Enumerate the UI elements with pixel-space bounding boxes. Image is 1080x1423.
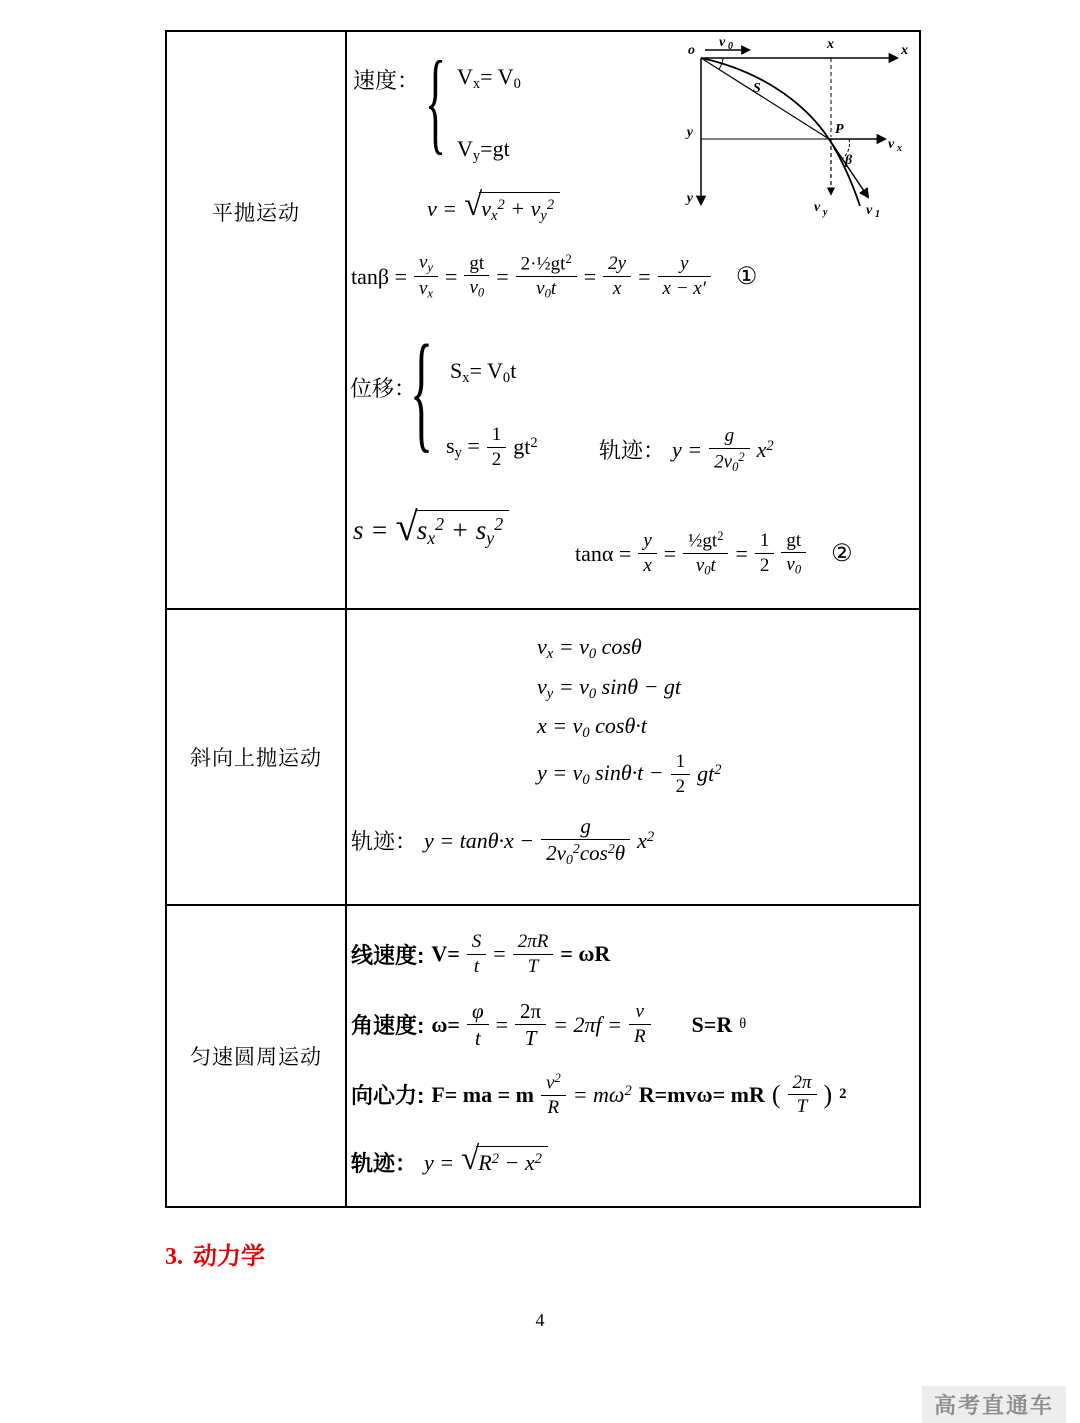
x-squared: $x^2$ bbox=[637, 827, 655, 853]
square-root bbox=[395, 504, 509, 551]
trajectory-lhs: y = tanθ·x − bbox=[424, 827, 535, 853]
numerator: 2y bbox=[603, 253, 631, 277]
denominator: R bbox=[547, 1097, 560, 1119]
watermark: 高考直通车 bbox=[922, 1386, 1066, 1423]
fraction-2piR-T bbox=[513, 931, 554, 978]
equals-sign: = bbox=[638, 263, 651, 289]
denominator: x bbox=[612, 278, 622, 300]
numerator: gt bbox=[464, 253, 489, 277]
equals-sign: = bbox=[444, 263, 458, 289]
numerator: 1 bbox=[755, 530, 775, 554]
denominator: $v_x$ bbox=[418, 278, 433, 301]
equals-sign: = bbox=[493, 941, 506, 967]
section-number: 3. bbox=[165, 1244, 183, 1270]
centripetal-force-line bbox=[351, 1071, 846, 1119]
numerator: 1 bbox=[487, 424, 507, 448]
velocity-group bbox=[353, 38, 593, 183]
denominator: 2 bbox=[491, 448, 502, 470]
trajectory-label: 轨迹： bbox=[599, 438, 666, 464]
vx-label: v bbox=[888, 137, 895, 152]
square-root bbox=[464, 187, 560, 225]
denominator: t bbox=[474, 1026, 481, 1051]
trajectory-label: 轨迹： bbox=[351, 1151, 418, 1176]
denominator: R bbox=[633, 1026, 646, 1048]
linear-velocity-line bbox=[351, 931, 610, 978]
open-paren: ( bbox=[771, 1079, 781, 1109]
sx-formula: $S_x= V_0t$ bbox=[450, 358, 517, 387]
denominator: 2 bbox=[759, 555, 770, 577]
tan-beta-chain bbox=[351, 252, 757, 301]
denominator: $v_0t$ bbox=[695, 555, 716, 578]
y-axis-label: y bbox=[686, 191, 693, 206]
fraction-vy-vx bbox=[414, 252, 438, 301]
trajectory-label: 轨迹： bbox=[351, 829, 418, 855]
radicand: $v_x^2 + v_y^2$ bbox=[479, 192, 560, 225]
row-content-oblique bbox=[347, 610, 919, 904]
trajectory-lhs: y = bbox=[424, 1149, 455, 1175]
table-row-oblique bbox=[167, 610, 919, 906]
vy-formula: $V_y=gt$ bbox=[457, 136, 510, 165]
omega-equals: ω= bbox=[431, 1011, 460, 1037]
denominator: $v_0$ bbox=[786, 554, 802, 577]
equals-sign: = bbox=[735, 540, 748, 566]
close-paren: ) bbox=[823, 1079, 833, 1109]
numerator: $2\cdot\frac{1}{2}gt^2$ bbox=[516, 252, 577, 277]
y-mid-label: y bbox=[686, 125, 693, 140]
formula-table bbox=[165, 30, 921, 1208]
tan-alpha-chain bbox=[575, 529, 853, 578]
numerator: 2π bbox=[515, 999, 546, 1025]
numerator: gt bbox=[781, 530, 806, 554]
theta-superscript: θ bbox=[739, 1016, 747, 1033]
numerator: $\frac{1}{2}gt^2$ bbox=[683, 529, 728, 554]
vx-subscript: x bbox=[897, 143, 902, 154]
beta-label: β bbox=[845, 153, 853, 168]
2pif-equals: = 2πf = bbox=[553, 1011, 622, 1037]
v1-subscript: 1 bbox=[875, 209, 880, 220]
equals-sign: = bbox=[583, 263, 597, 289]
fraction-2y-x bbox=[603, 253, 631, 300]
denominator: 2 bbox=[675, 775, 686, 797]
circled-one: ① bbox=[735, 264, 758, 291]
gt-squared: $gt^2$ bbox=[513, 434, 538, 460]
denominator: $2v_0^2\cos^2\theta$ bbox=[546, 841, 626, 868]
vy-equation: $v_y = v_0$ sinθ − gt bbox=[537, 673, 682, 702]
v0-subscript: 0 bbox=[728, 41, 733, 52]
vx-formula: $V_x= V_0$ bbox=[457, 64, 521, 93]
origin-label: o bbox=[688, 43, 695, 58]
fraction-gt-v0 bbox=[781, 530, 806, 578]
page-number: 4 bbox=[535, 1310, 545, 1330]
square-root bbox=[461, 1141, 548, 1179]
denominator: x bbox=[643, 555, 652, 577]
trajectory-formula-2 bbox=[351, 814, 654, 868]
numerator: $v^2$ bbox=[541, 1071, 566, 1096]
x-axis-label: x bbox=[901, 43, 908, 58]
row-label-circular: 匀速圆周运动 bbox=[167, 906, 347, 1206]
fraction-2pi-T bbox=[788, 1072, 817, 1119]
fraction-y-xxprime bbox=[658, 253, 711, 300]
vy-label: v bbox=[814, 200, 821, 215]
radical-sign: √ bbox=[395, 504, 418, 549]
trajectory-lhs: y = bbox=[672, 436, 703, 462]
row-label-oblique: 斜向上抛运动 bbox=[167, 610, 347, 904]
numerator: φ bbox=[467, 999, 489, 1025]
fraction-one-half bbox=[755, 530, 775, 577]
projectile-diagram bbox=[661, 36, 913, 226]
fraction-y-x bbox=[638, 530, 656, 577]
numerator: g bbox=[541, 814, 630, 840]
table-row-projectile bbox=[167, 32, 919, 610]
linear-velocity-label: 线速度: bbox=[351, 942, 425, 968]
row-label-projectile: 平抛运动 bbox=[167, 32, 347, 608]
numerator: y bbox=[638, 530, 656, 554]
y-equation bbox=[537, 751, 721, 798]
velocity-label: 速度： bbox=[353, 68, 420, 93]
radicand: $R^2 - x^2$ bbox=[476, 1146, 548, 1176]
numerator: v bbox=[629, 1001, 651, 1025]
equals-sign: = bbox=[663, 540, 677, 566]
denominator: x − x′ bbox=[662, 278, 706, 300]
equals-sign: = bbox=[496, 263, 509, 289]
x-equation: $x = v_0$ cosθ·t bbox=[537, 713, 647, 742]
numerator: y bbox=[658, 253, 711, 277]
fraction-g-2v02 bbox=[709, 425, 749, 474]
numerator: 1 bbox=[671, 751, 691, 775]
centripetal-force-label: 向心力: bbox=[351, 1083, 425, 1109]
chord-s-label: S bbox=[753, 81, 761, 96]
angular-velocity-line bbox=[351, 999, 746, 1050]
numerator: 2πR bbox=[513, 931, 554, 955]
section-heading bbox=[165, 1236, 265, 1271]
gt-squared: $gt^2$ bbox=[697, 761, 722, 787]
numerator: $v_y$ bbox=[414, 252, 438, 277]
f-ma-m: F= ma = m bbox=[431, 1081, 534, 1107]
s-equals: s = bbox=[353, 514, 389, 545]
row-content-circular bbox=[347, 906, 919, 1206]
x-top-label: x bbox=[827, 37, 834, 52]
point-p-label: P bbox=[835, 122, 844, 137]
fraction-halfgt2-v0t bbox=[683, 529, 728, 578]
sy-formula bbox=[446, 424, 538, 471]
x-squared: $x^2$ bbox=[756, 436, 774, 462]
denominator: t bbox=[473, 955, 480, 977]
radicand: $s_x^2 + s_y^2$ bbox=[415, 510, 509, 549]
oblique-equations bbox=[537, 632, 721, 805]
radical-sign: √ bbox=[464, 187, 483, 223]
m-omega-squared: = $m\omega^2$ bbox=[572, 1081, 632, 1107]
v0-label: v bbox=[719, 36, 726, 50]
trajectory-formula-1 bbox=[599, 425, 774, 474]
fraction-v-R bbox=[629, 1001, 651, 1048]
fraction-one-half bbox=[487, 424, 507, 471]
R-mvw-mR: R=mvω= mR bbox=[638, 1081, 765, 1107]
radical-sign: √ bbox=[461, 1141, 480, 1177]
fraction-one-half bbox=[671, 751, 691, 798]
vx-equation: $v_x = v_0$ cosθ bbox=[537, 634, 642, 663]
omega-R: = ωR bbox=[560, 941, 611, 967]
table-row-circular bbox=[167, 906, 919, 1206]
tan-alpha-lhs: tanα = bbox=[575, 540, 632, 566]
left-brace: { bbox=[425, 38, 447, 166]
v-equals: v = bbox=[427, 195, 458, 221]
fraction-g-2v02cos2 bbox=[541, 814, 630, 868]
fraction-v2-R bbox=[541, 1071, 566, 1119]
numerator: S bbox=[467, 931, 487, 955]
fraction-gt-v0 bbox=[464, 253, 489, 301]
displacement-magnitude-formula bbox=[353, 504, 509, 551]
fraction-phi-t bbox=[467, 999, 489, 1050]
denominator: $v_0t$ bbox=[536, 278, 557, 301]
circular-trajectory-line bbox=[351, 1141, 548, 1179]
angular-velocity-label: 角速度: bbox=[351, 1013, 425, 1039]
fraction-S-t bbox=[467, 931, 487, 978]
section-title: 动力学 bbox=[193, 1243, 265, 1270]
displacement-group bbox=[350, 319, 600, 472]
vy-subscript: y bbox=[823, 207, 828, 218]
speed-magnitude-formula bbox=[427, 187, 560, 225]
denominator: T bbox=[796, 1096, 808, 1118]
fraction-half-gt2 bbox=[516, 252, 577, 301]
denominator: T bbox=[524, 1026, 537, 1051]
numerator: g bbox=[709, 425, 749, 449]
left-brace: { bbox=[410, 319, 434, 466]
denominator: $v_0$ bbox=[469, 277, 485, 300]
squared-exponent: 2 bbox=[839, 1086, 847, 1103]
v1-label: v bbox=[866, 203, 873, 218]
fraction-2pi-T bbox=[515, 999, 546, 1050]
denominator: T bbox=[527, 955, 539, 977]
arc-length-formula: S=R bbox=[691, 1011, 733, 1037]
tan-beta-lhs: tanβ = bbox=[351, 263, 407, 289]
y-equation-lhs: $y = v_0$ sinθ·t − bbox=[537, 759, 664, 789]
numerator: 2π bbox=[788, 1072, 817, 1096]
row-content-projectile bbox=[347, 32, 919, 608]
denominator: $2v_0^2$ bbox=[714, 449, 745, 474]
equals-sign: = bbox=[495, 1011, 508, 1037]
v-equals: V= bbox=[431, 941, 460, 967]
displacement-label: 位移： bbox=[350, 376, 417, 401]
sy-lhs: $s_y$ = bbox=[446, 432, 480, 461]
circled-two: ② bbox=[831, 541, 853, 568]
